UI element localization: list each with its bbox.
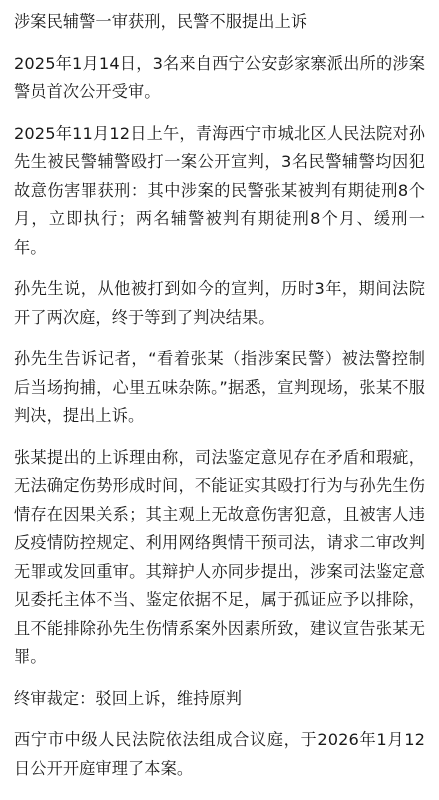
article-paragraph-intermediate-court: 西宁市中级人民法院依法组成合议庭，于2026年1月12日公开开庭审理了本案。 bbox=[14, 730, 425, 778]
article-paragraph-first-trial: 2025年1月14日，3名来自西宁公安彭家寨派出所的涉案警员首次公开受审。 bbox=[14, 53, 425, 101]
article-paragraph-appeal: 孙先生告诉记者，“看着张某（指涉案民警）被法警控制后当场拘捕，心里五味杂陈。”据悉，宣判现场，张某不服判决，提出上诉。 bbox=[14, 349, 425, 425]
article-paragraph-duration: 孙先生说，从他被打到如今的宣判，历时3年，期间法院开了两次庭，终于等到了判决结果。 bbox=[14, 279, 425, 327]
article-paragraph-appeal-reasons: 张某提出的上诉理由称，司法鉴定意见存在矛盾和瑕疵，无法确定伤势形成时间，不能证实其殴打行为与孙先生伤情存在因果关系；其主观上无故意伤害犯意，且被害人违反疫情防控规定、利用网络舆情干预司法，请求二审改判无罪或发回重审。其辩护人亦同步提出，涉案司法鉴定意见委托主体不当、鉴定依据不足，属于孤证应予以排除，且不能排除孙先生伤情系案外因素所致，建议宣告张某无罪。 bbox=[14, 447, 425, 666]
article-heading: 涉案民辅警一审获刑，民警不服提出上诉 bbox=[14, 12, 308, 31]
article-paragraph-verdict: 2025年11月12日上午，青海西宁市城北区人民法院对孙先生被民警辅警殴打一案公开宣判，3名民警辅警均因犯故意伤害罪获刑：其中涉案的民警张某被判有期徒刑8个月，立即执行；两名辅警被判有期徒刑8个月、缓刑一年。 bbox=[14, 123, 425, 257]
article-subheading-final-ruling: 终审裁定：驳回上诉，维持原判 bbox=[14, 688, 243, 708]
